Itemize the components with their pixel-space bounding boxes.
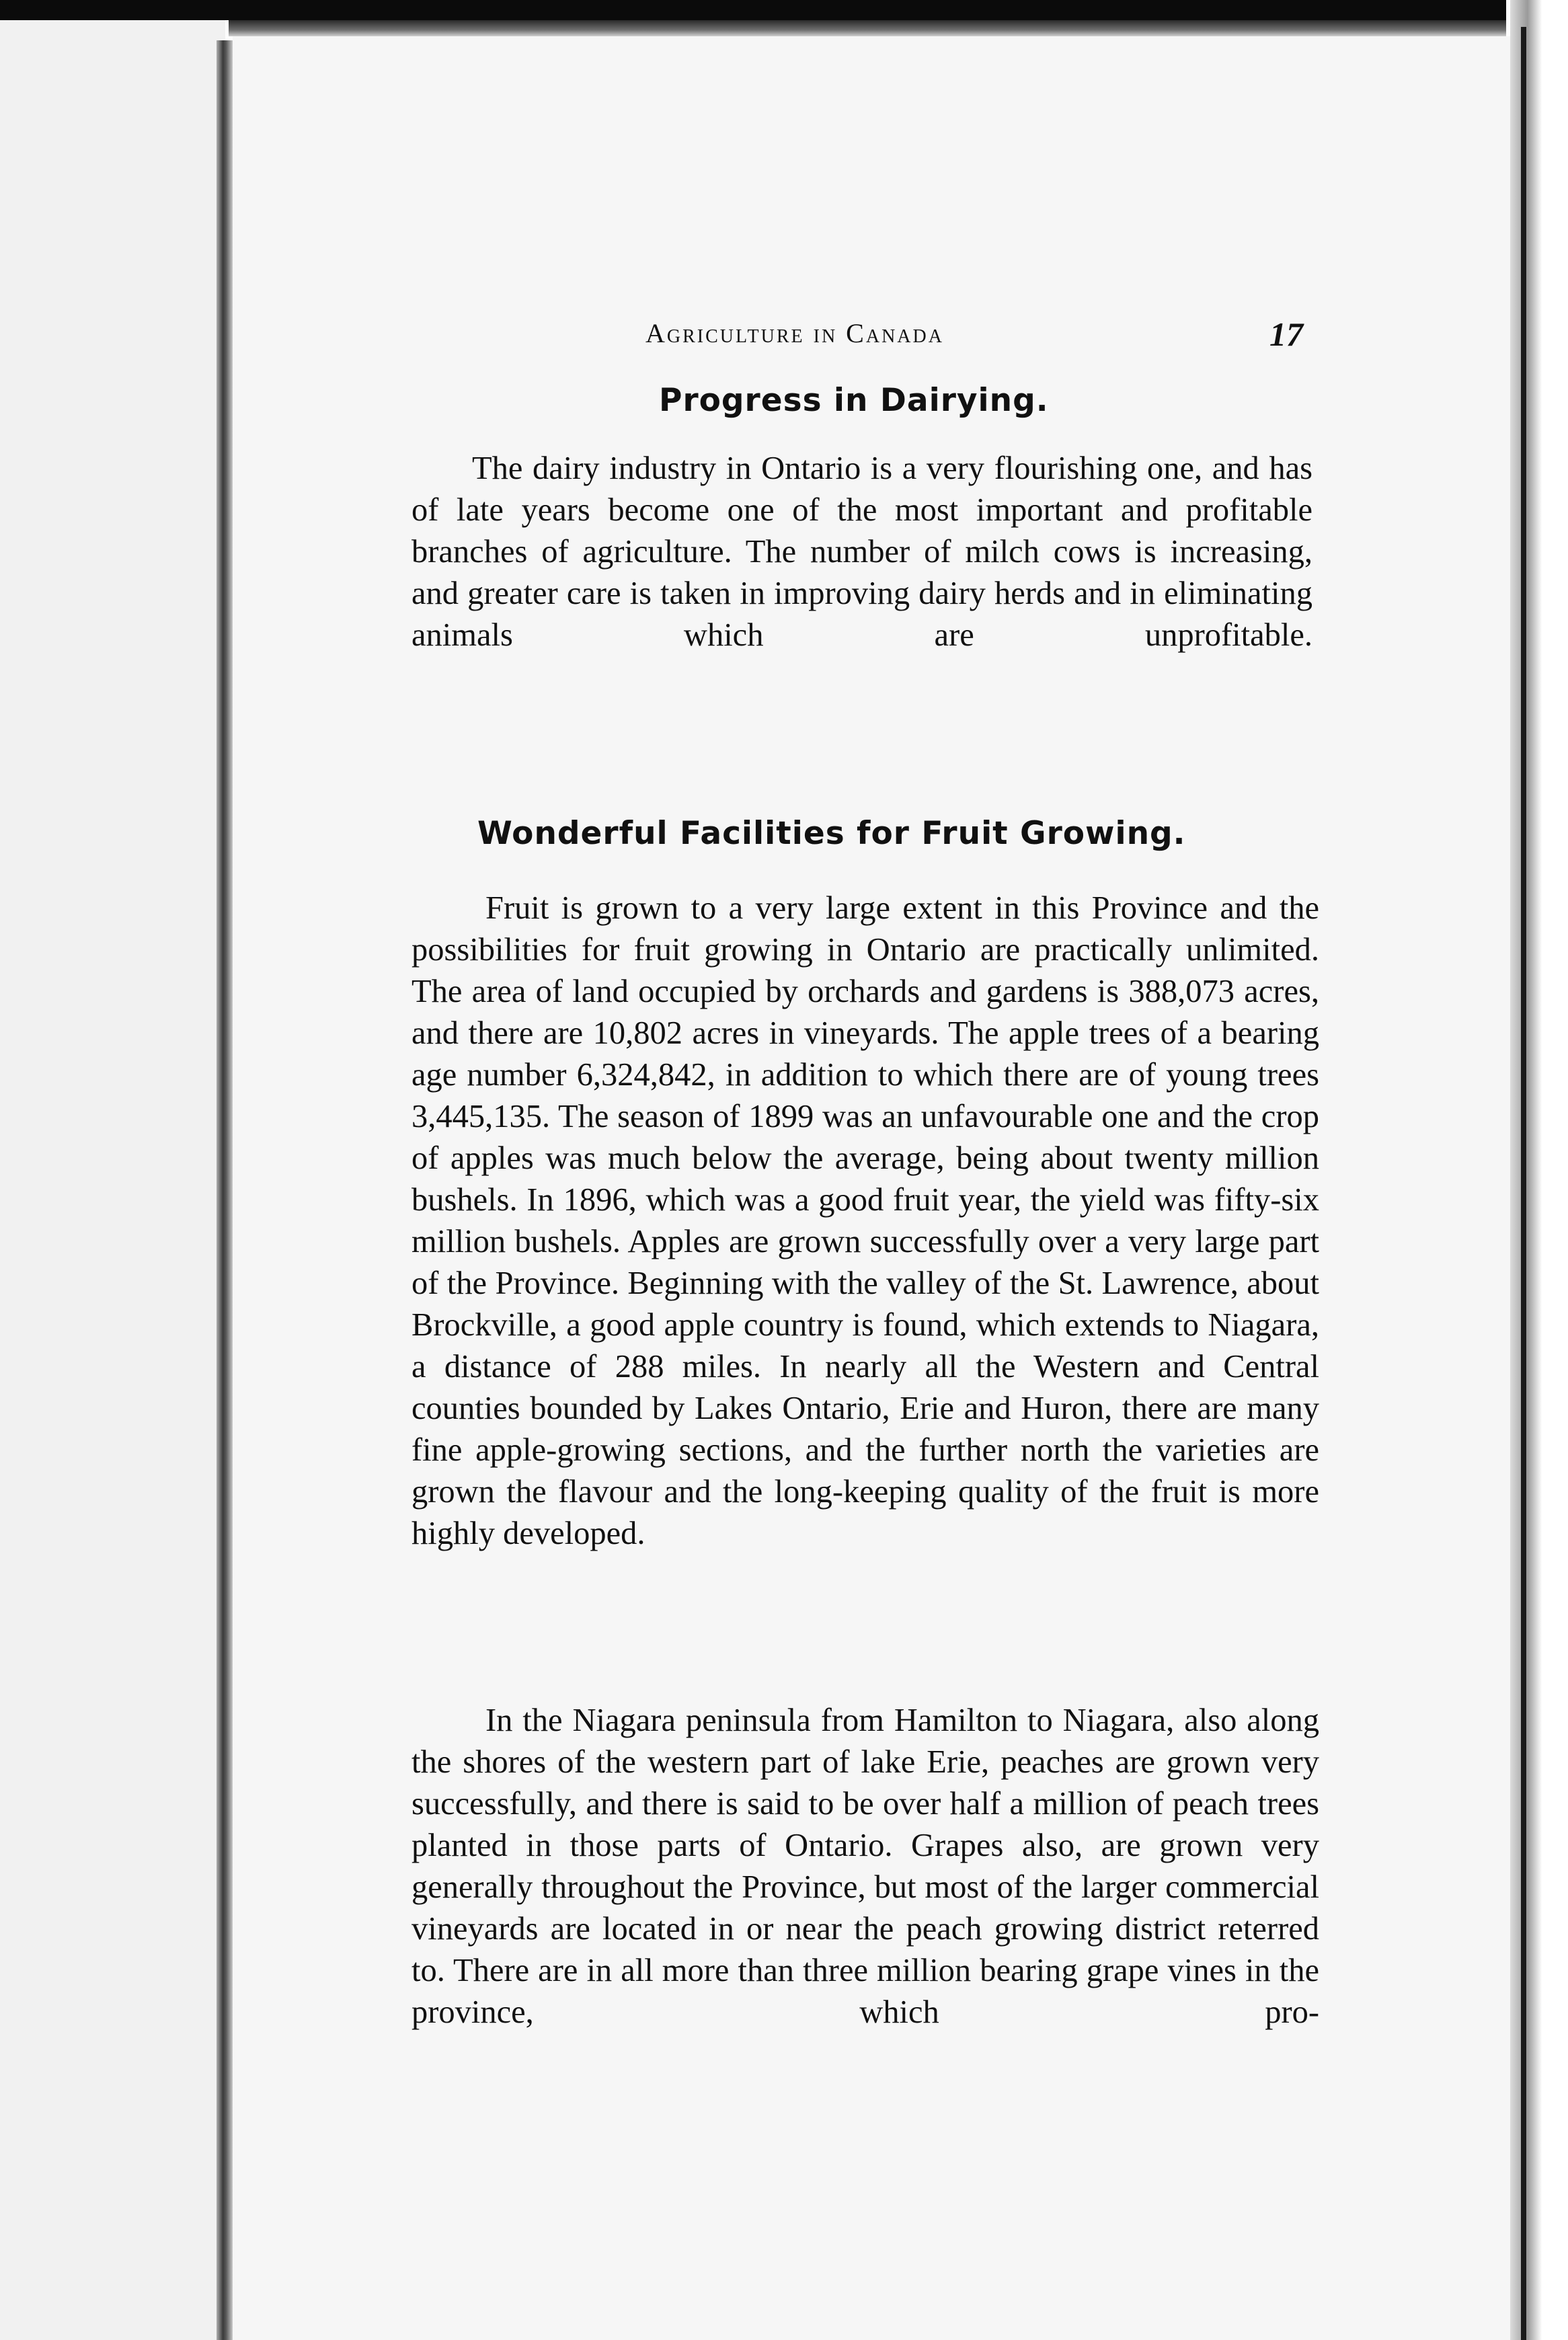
paragraph-dairying: The dairy industry in Ontario is a very flourishing one, and has of late years become one of the most important and profitable branches of agriculture. The number of milch cows is increasing, and greater care is taken in improving dairy herds and in eliminating animals which are unprofitable.	[411, 451, 1312, 653]
top-shadow	[0, 0, 1506, 20]
section-heading-fruit-growing: Wonderful Facilities for Fruit Growing.	[477, 815, 1186, 852]
top-page-edge	[229, 20, 1506, 36]
right-page-edge	[1510, 0, 1568, 2340]
page-number: 17	[1269, 315, 1303, 353]
paragraph-fruit-2: In the Niagara peninsula from Hamilton to Niagara, also along the shores of the western part of lake Erie, peaches are grown very successfully, and there is said to be over half a million of peach trees planted in those parts of Ontario. Grapes also, are grown very generally throughout the Province, but most of the larger commercial vineyards are located in or near the peach growing district reterred to. There are in all more than three million bearing grape vines in the province, which pro-	[411, 1703, 1319, 2030]
section-heading-dairying: Progress in Dairying.	[659, 382, 1049, 419]
right-edge-line	[1521, 27, 1526, 2340]
left-page-edge	[0, 20, 225, 2340]
running-head: Agriculture in Canada	[645, 318, 944, 348]
paragraph-fruit-1: Fruit is grown to a very large extent in this Province and the possibilities for fruit growing in Ontario are practically unlimited. The area of land occupied by orchards and gardens is 388,073 acres, and there are 10,802 acres in vineyards. The apple trees of a bearing age number 6,324,842, in addition to which there are of young trees 3,445,135. The season of 1899 was an unfavourable one and the crop of apples was much below the average, being about twenty million bushels. In 1896, which was a good fruit year, the yield was fifty-six million bushels. Apples are grown successfully over a very large part of the Province. Beginning with the valley of the St. Lawrence, about Brockville, a good apple country is found, which extends to Niagara, a distance of 288 miles. In nearly all the Western and Central counties bounded by Lakes Ontario, Erie and Huron, there are many fine apple-growing sections, and the further north the varieties are grown the flavour and the long-keeping quality of the fruit is more highly developed.	[411, 890, 1319, 1551]
book-gutter	[217, 40, 233, 2340]
